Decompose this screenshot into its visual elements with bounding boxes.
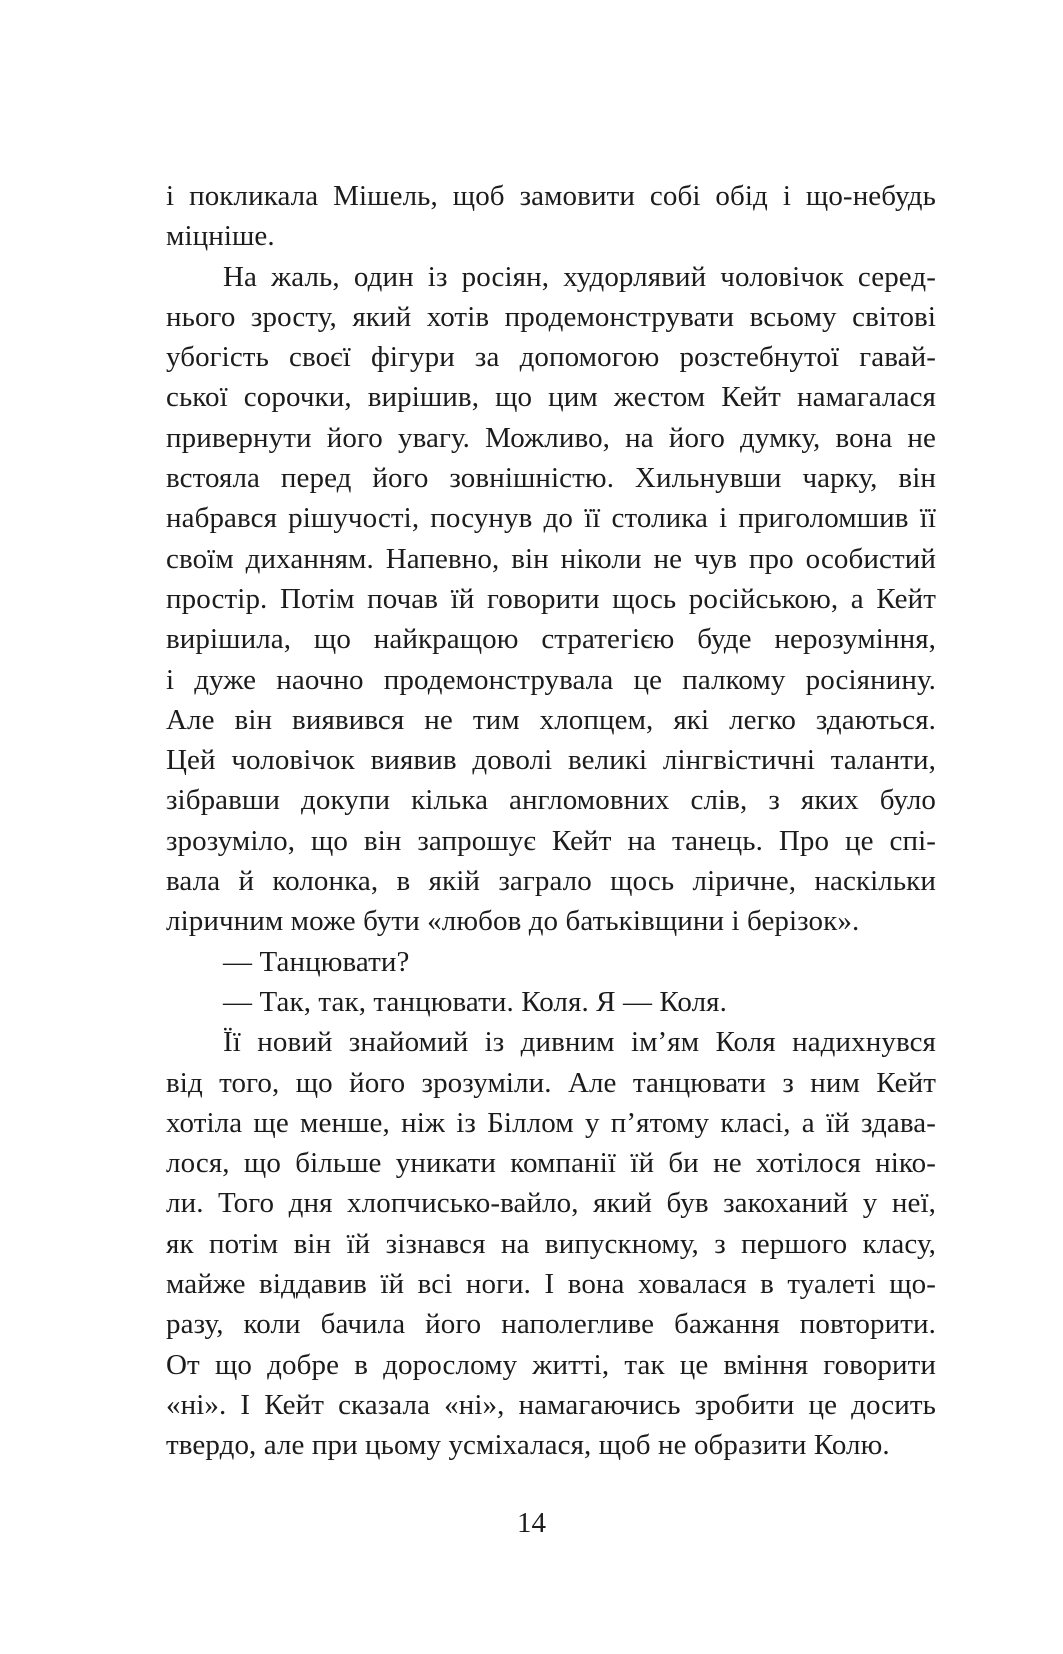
text-line: простір. Потім почав їй говорити щось російською, а Кейт <box>166 582 936 615</box>
text-line: як потім він їй зізнався на випускному, з першого класу, <box>166 1227 936 1260</box>
page-number: 14 <box>517 1507 546 1539</box>
text-line: Але він виявився не тим хлопцем, які легко здаються. <box>166 703 936 736</box>
text-line: — Так, так, танцювати. Коля. Я — Коля. <box>223 985 727 1018</box>
text-line: Цей чоловічок виявив доволі великі лінгвістичні таланти, <box>166 744 936 777</box>
text-line: хотіла ще менше, ніж із Біллом у п’ятому класі, а їй здава- <box>166 1106 936 1139</box>
text-line: ли. Того дня хлопчисько-вайло, який був закоханий у неї, <box>166 1187 936 1220</box>
text-line: від того, що його зрозуміли. Але танцювати з ним Кейт <box>166 1066 936 1099</box>
text-line: На жаль, один із росіян, худорлявий чоловічок серед- <box>223 260 936 293</box>
text-line: міцніше. <box>166 220 275 253</box>
text-line: От що добре в дорослому житті, так це вміння говорити <box>166 1348 936 1381</box>
text-line: ської сорочки, вирішив, що цим жестом Кейт намагалася <box>166 381 936 414</box>
text-line: набрався рішучості, посунув до її столика і приголомшив її <box>166 502 936 535</box>
text-line: Її новий знайомий із дивним ім’ям Коля надихнувся <box>223 1026 936 1059</box>
text-line: вирішила, що найкращою стратегією буде нерозуміння, <box>166 623 936 656</box>
text-line: твердо, але при цьому усміхалася, щоб не образити Колю. <box>166 1429 890 1462</box>
text-line: разу, коли бачила його наполегливе бажання повторити. <box>166 1308 936 1341</box>
text-line: «ні». І Кейт сказала «ні», намагаючись зробити це досить <box>166 1388 936 1421</box>
text-line: і дуже наочно продемонструвала це палкому росіянину. <box>166 663 936 696</box>
text-line: встояла перед його зовнішністю. Хильнувши чарку, він <box>166 462 936 495</box>
text-line: — Танцювати? <box>223 945 410 978</box>
text-line: і покликала Мішель, щоб замовити собі обід і що-небудь <box>166 180 936 212</box>
text-line: нього зросту, який хотів продемонструвати всьому світові <box>166 300 936 333</box>
text-line: вала й колонка, в якій заграло щось ліричне, наскільки <box>166 865 936 898</box>
text-line: майже віддавив їй всі ноги. І вона ховалася в туалеті що- <box>166 1268 936 1301</box>
text-line: ліричним може бути «любов до батьківщини і берізок». <box>166 905 860 938</box>
text-line: лося, що більше уникати компанії їй би не хотілося ніко- <box>166 1147 936 1180</box>
text-line: убогість своєї фігури за допомогою розстебнутої гавай- <box>166 341 936 374</box>
text-line: зрозуміло, що він запрошує Кейт на танець. Про це спі- <box>166 824 936 857</box>
text-block <box>166 176 936 1466</box>
text-line: привернути його увагу. Можливо, на його думку, вона не <box>166 421 936 454</box>
text-line: своїм диханням. Напевно, він ніколи не чув про особистий <box>166 542 936 575</box>
text-line: зібравши докупи кілька англомовних слів, з яких було <box>166 784 936 817</box>
